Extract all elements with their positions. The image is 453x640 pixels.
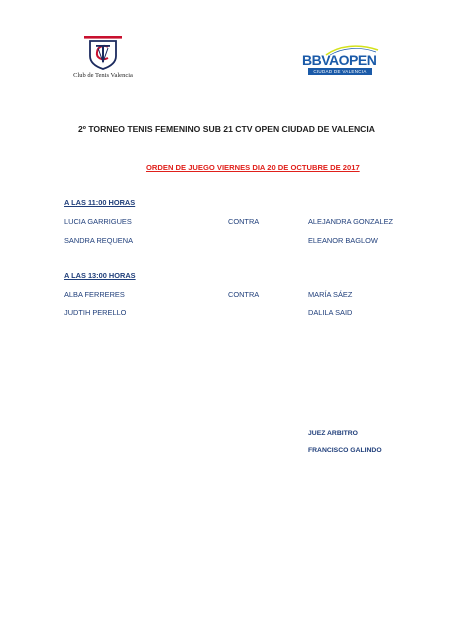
club-name: Club de Tenis Valencia [73, 72, 133, 79]
sponsor-logo [300, 44, 380, 78]
sponsor-wordmark [302, 52, 376, 68]
club-logo [64, 36, 142, 84]
sponsor-subtitle: CIUDAD DE VALENCIA [308, 68, 372, 75]
referee-name: FRANCISCO GALINDO [308, 447, 382, 454]
match-player2: DALILA SAID [308, 308, 353, 317]
referee-role: JUEZ ARBITRO [308, 430, 358, 437]
match-player1: ALBA FERRERES [64, 290, 125, 299]
match-player2: ALEJANDRA GONZALEZ [308, 217, 394, 226]
open-text: OPEN [338, 52, 377, 68]
schedule-subtitle: ORDEN DE JUEGO VIERNES DIA 20 DE OCTUBRE DE 2017 [146, 163, 360, 172]
match-versus: CONTRA [228, 217, 260, 226]
match-player1: LUCIA GARRIGUES [64, 217, 132, 226]
match-versus: CONTRA [228, 290, 260, 299]
session-time-heading: A LAS 13:00 HORAS [64, 271, 136, 280]
match-player1: SANDRA REQUENA [64, 236, 133, 245]
match-player1: JUDTIH PERELLO [64, 308, 127, 317]
document-title: 2º TORNEO TENIS FEMENINO SUB 21 CTV OPEN CIUDAD DE VALENCIA [78, 124, 375, 134]
club-crest-icon [84, 36, 122, 70]
bbva-text: BBVA [302, 52, 339, 68]
match-player2: MARÍA SÁEZ [308, 290, 353, 299]
session-time-heading: A LAS 11:00 HORAS [64, 198, 136, 207]
match-player2: ELEANOR BAGLOW [308, 236, 378, 245]
